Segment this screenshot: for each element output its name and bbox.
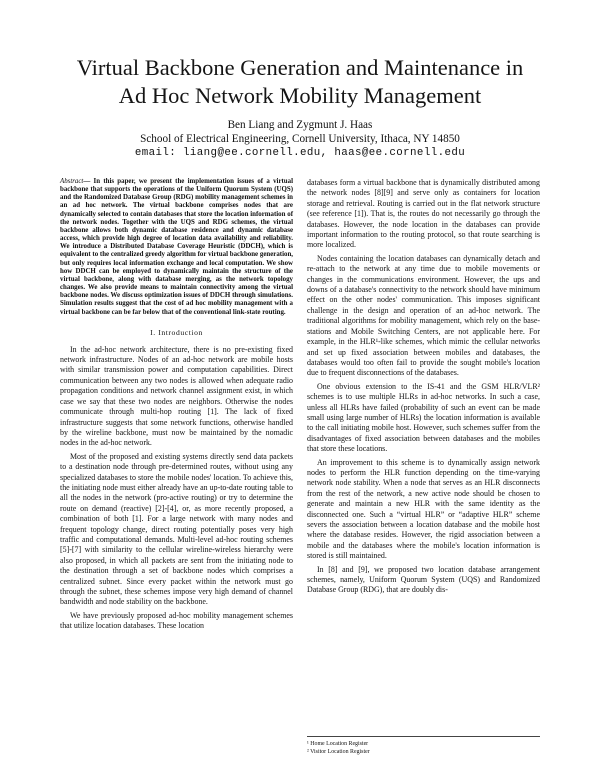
abstract-label: Abstract — [60, 178, 84, 185]
footnotes — [307, 736, 540, 756]
abstract-body: — In this paper, we present the implementation issues of a virtual backbone that supports the operations of the Uniform Quorum System (UQS) and the Randomized Database Group (RDG) mobility management schemes in an ad hoc network. The virtual backbone comprises nodes that are dynamically selected to contain databases that store the location information of the network nodes. Together with the UQS and RDG schemes, the virtual backbone allows both dynamic database residence and dynamic database access, which provide high degree of location data availability and reliability. We introduce a Distributed Database Coverage Heuristic (DDCH), which is equivalent to the centralized greedy algorithm for virtual backbone generation, but only requires local information exchange and local computation. We show how DDCH can be employed to dynamically maintain the structure of the virtual backbone, along with database merging, as the network topology changes. We also provide means to maintain connectivity among the virtual backbone nodes. We discuss optimization issues of DDCH through simulations. Simulation results suggest that the cost of ad hoc mobility management with a virtual backbone can be far below that of the conventional link-state routing. — [60, 178, 293, 316]
intro-paragraph-5: Nodes containing the location databases can dynamically detach and re-attach to the network at any time due to mobile movements or changes in the communications environment. However, the ups and downs of a database's connectivity to the network should have minimum effect on the other nodes' communication. This imposes significant challenge in the design and operation of an ad-hoc network. The traditional algorithms for mobility management, which rely on the base-stations and Mobile Switching Centers, are not applicable here. For example, in the HLR¹-like schemes, which mimic the cellular networks and set up fixed association between mobiles and databases, the databases would too often fail to provide the sought mobile's location due to frequent disconnections of the databases. — [307, 253, 540, 378]
intro-paragraph-6: One obvious extension to the IS-41 and the GSM HLR/VLR² schemes is to use multiple HLRs in ad-hoc networks. In such a case, unless all HLRs have failed (probability of such an event can be made small using large number of HLRs) the location information is available to the call initiating mobile host. However, such schemes suffer from the disadvantages of fixed association between databases and the mobiles that store these locations. — [307, 381, 540, 454]
intro-paragraph-1: In the ad-hoc network architecture, there is no pre-existing fixed network infrastructure. Nodes of an ad-hoc network are mobile hosts with similar transmission power and computation capabilities. Direct communication between any two nodes is allowed when adequate radio propagation conditions and network channel assignment exist, in which case we say that these two nodes are neighbors. Otherwise the nodes communicate through multi-hop routing [1]. The lack of fixed infrastructure suggests that some network functions, otherwise handled by the wireline backbone, must now be maintained by the nomadic nodes in the ad-hoc network. — [60, 344, 293, 448]
intro-paragraph-8: In [8] and [9], we proposed two location database arrangement schemes, namely, Uniform Quorum System (UQS) and Randomized Database Group (RDG), that are doubly dis- — [307, 564, 540, 595]
section-heading-introduction: I. Introduction — [150, 327, 203, 337]
paper-title-line-2: Ad Hoc Network Mobility Management — [118, 83, 482, 108]
authors: Ben Liang and Zygmunt J. Haas — [227, 119, 373, 131]
right-column — [307, 178, 540, 599]
footnote-1: ¹ Home Location Register — [307, 741, 369, 747]
intro-paragraph-3: We have previously proposed ad-hoc mobility management schemes that utilize location databases. These location — [60, 610, 293, 631]
left-column — [60, 178, 293, 635]
intro-paragraph-7: An improvement to this scheme is to dynamically assign network nodes to perform the HLR function depending on the time-varying network node stability. When a node that serves as an HLR disconnects from the rest of the network, a new active node should be chosen to generate and maintain a new HLR with the same identity as the disconnected one. Such a “virtual HLR” or “adaptive HLR” scheme severs the association between a location database and the mobile host where the database resides. However, the rigid association between a mobile and the databases where the mobile's location information is stored is still maintained. — [307, 457, 540, 561]
abstract — [60, 178, 293, 317]
affiliation: School of Electrical Engineering, Cornell University, Ithaca, NY 14850 — [140, 133, 460, 145]
intro-paragraph-2: Most of the proposed and existing systems directly send data packets to a destination node through pre-determined routes, without using any specialized databases to store the mobile nodes' location. To achieve this, the initiating node must either already have an up-to-date routing table to all the nodes in the network (pro-active routing) or try to determine the route on demand (reactive) [2]-[4], or, as more recently proposed, a combination of both [1]. For a large network with many nodes and frequent topology change, direct routing potentially poses very high traffic and computational demands. Multi-level ad-hoc routing schemes [5]-[7] with similarity to the cellular wireline-wireless hierarchy were also proposed, in which all packets are sent from the initiating node to the destination through a set of backbone nodes which comprises a centralized subnet. Since every packet within the network must go through the subnet, these schemes impose very high demand of channel bandwidth and node stability on the backbone. — [60, 451, 293, 607]
author-email: email: liang@ee.cornell.edu, haas@ee.cornell.edu — [134, 147, 466, 159]
paper-title — [0, 54, 600, 110]
footnote-2: ² Visitor Location Register — [307, 749, 370, 756]
intro-paragraph-4: databases form a virtual backbone that is dynamically distributed among the network nodes [8][9] and serve only as containers for location storage and retrieval. Routing is carried out in the flat network structure (see reference [1]). That is, the routes do not necessarily go through the databases. However, the node location in the databases can provide important information to the routing protocol, so that route searching is more localized. — [307, 178, 540, 250]
paper-title-line-1: Virtual Backbone Generation and Maintenance in — [76, 55, 524, 80]
